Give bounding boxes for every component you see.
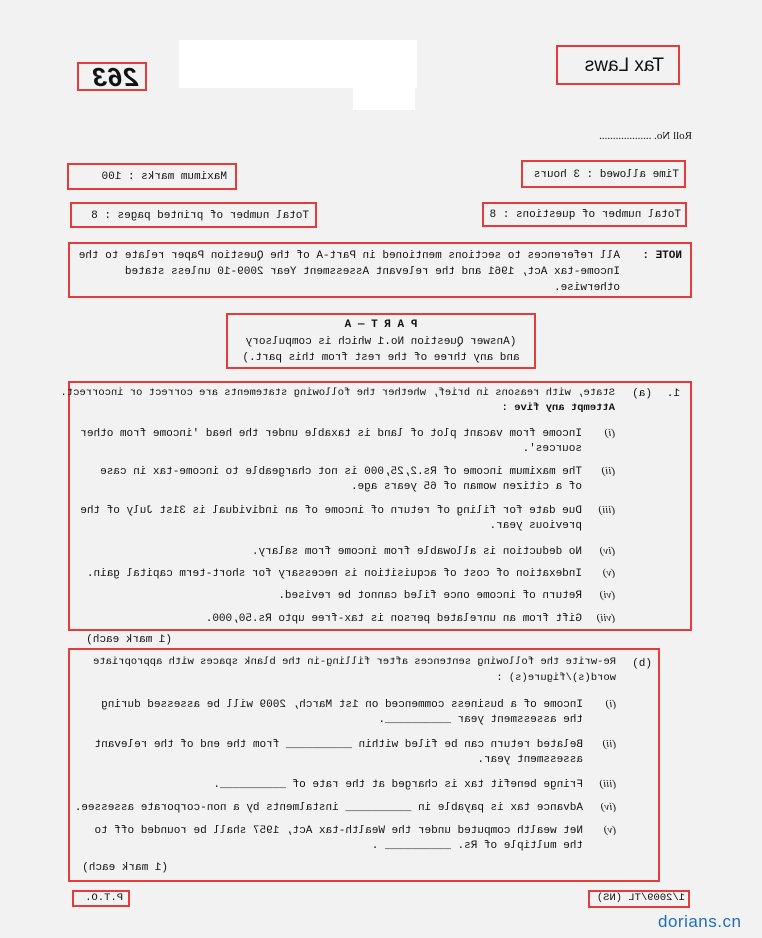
total-pages-box [70, 202, 317, 228]
q1a-item-1-line-1: Income from vacant plot of land is taxable under the head 'income from other [80, 428, 582, 440]
q1a-item-5-num: (v) [602, 567, 615, 579]
question-1b-marks: (1 mark each) [82, 862, 168, 874]
q1b-item-5-line-1: Net wealth computed under the Wealth-tax Act, 1957 shall be rounded off to [94, 825, 583, 837]
q1a-item-6-num: (vi) [599, 589, 615, 601]
part-a-line-1: (Answer Question No.1 which is compulsory [245, 336, 517, 348]
maximum-marks-box [67, 163, 237, 190]
total-questions: Total number of questions : 8 [489, 209, 681, 221]
q1a-item-5-line-1: Indexation of cost of acquisition is necessary for short-term capital gain. [86, 568, 582, 580]
note-line-1: All references to sections mentioned in Part-A of the Question Paper relate to the [78, 250, 620, 262]
note-box [68, 242, 692, 298]
q1b-item-1-num: (i) [605, 698, 616, 710]
q1b-item-5-num: (v) [603, 824, 616, 836]
q1a-item-3-num: (iii) [598, 504, 615, 516]
q1a-item-7-num: (vii) [596, 612, 615, 624]
q1a-item-1-line-2: sources'. [522, 443, 582, 455]
note-label: NOTE : [642, 250, 682, 262]
part-a-line-2: and any three of the rest from this part.) [242, 352, 520, 364]
q1a-item-7-line-1: Gift from an unrelated person is tax-free upto Rs.50,000. [205, 613, 582, 625]
footer-pto-box [72, 890, 130, 907]
roll-no: Roll No. ................... [599, 130, 692, 142]
q1b-item-5-line-2: the multiple of Rs. __________ . [371, 840, 583, 852]
question-1a-box [60, 381, 692, 631]
question-number: 1. [666, 388, 680, 400]
note-line-3: otherwise. [553, 282, 620, 294]
q1a-item-2-num: (ii) [601, 465, 615, 477]
question-1a-intro-2: Attempt any five : [501, 402, 615, 414]
page-number: 263 [91, 62, 138, 92]
part-a-title: P A R T — A [344, 319, 418, 331]
question-1b-sub: (b) [632, 658, 652, 670]
page-number-box [77, 62, 147, 91]
q1b-item-2-num: (ii) [602, 738, 616, 750]
q1a-item-2-line-2: of a citizen woman of 65 years age. [350, 481, 582, 493]
question-1a-intro-1: State, with reasons in brief, whether the following statements are correct or incorrect. [60, 387, 615, 399]
q1b-item-3-line-1: Fringe benefit tax is charged at the rate of __________. [213, 779, 583, 791]
q1a-item-2-line-1: The maximum income of Rs.2,25,000 is not chargeable to income-tax in case [100, 466, 582, 478]
q1b-item-1-line-1: Income of a business commenced on 1st March, 2009 will be assessed during [101, 699, 583, 711]
q1a-item-3-line-1: Due date for filing of return of income of an individual is 31st July of the [80, 505, 582, 517]
q1a-item-6-line-1: Return of income once filed cannot be revised. [278, 590, 582, 602]
note-line-2: Income-tax Act, 1961 and the relevant Assessment Year 2009-10 unless stated [124, 266, 620, 278]
watermark: dorians.cn [658, 912, 742, 931]
question-1b-box [68, 648, 660, 882]
total-pages: Total number of printed pages : 8 [91, 210, 309, 222]
footer-code: 1/2009/TL (NS) [596, 892, 685, 904]
total-questions-box [482, 202, 687, 227]
header-white-tab [353, 88, 415, 110]
maximum-marks: Maximum marks : 100 [101, 171, 227, 183]
q1b-item-4-line-1: Advance tax is payable in __________ instalments by a non-corporate assessee. [74, 802, 583, 814]
question-1a-sub: (a) [632, 388, 652, 400]
question-1b-intro-2: word(s)/figure(s) : [496, 672, 616, 684]
q1a-item-4-num: (iv) [599, 545, 615, 557]
header-white-block [179, 40, 417, 88]
q1b-item-1-line-2: the assessment year __________. [378, 714, 583, 726]
part-a-box [226, 313, 536, 369]
q1a-item-4-line-1: No deduction is allowable from income from salary. [251, 546, 582, 558]
q1a-item-3-line-2: previous year. [489, 520, 582, 532]
subject-box [556, 45, 680, 85]
footer-pto: P.T.O. [85, 892, 123, 904]
q1b-item-3-num: (iii) [599, 778, 616, 790]
q1b-item-2-line-2: assessment year. [477, 754, 583, 766]
time-allowed: Time allowed : 3 hours [533, 169, 679, 181]
q1b-item-4-num: (iv) [600, 801, 616, 813]
question-1b-intro-1: Re-write the following sentences after filling-in the blank spaces with appropriate [93, 656, 616, 668]
time-allowed-box [521, 160, 686, 188]
subject-title: Tax Laws [584, 55, 664, 76]
question-1a-marks: (1 mark each) [86, 634, 172, 646]
footer-code-box [588, 890, 690, 908]
q1a-item-1-num: (i) [604, 427, 615, 439]
q1b-item-2-line-1: Belated return can be filed within __________ from the end of the relevant [94, 739, 583, 751]
